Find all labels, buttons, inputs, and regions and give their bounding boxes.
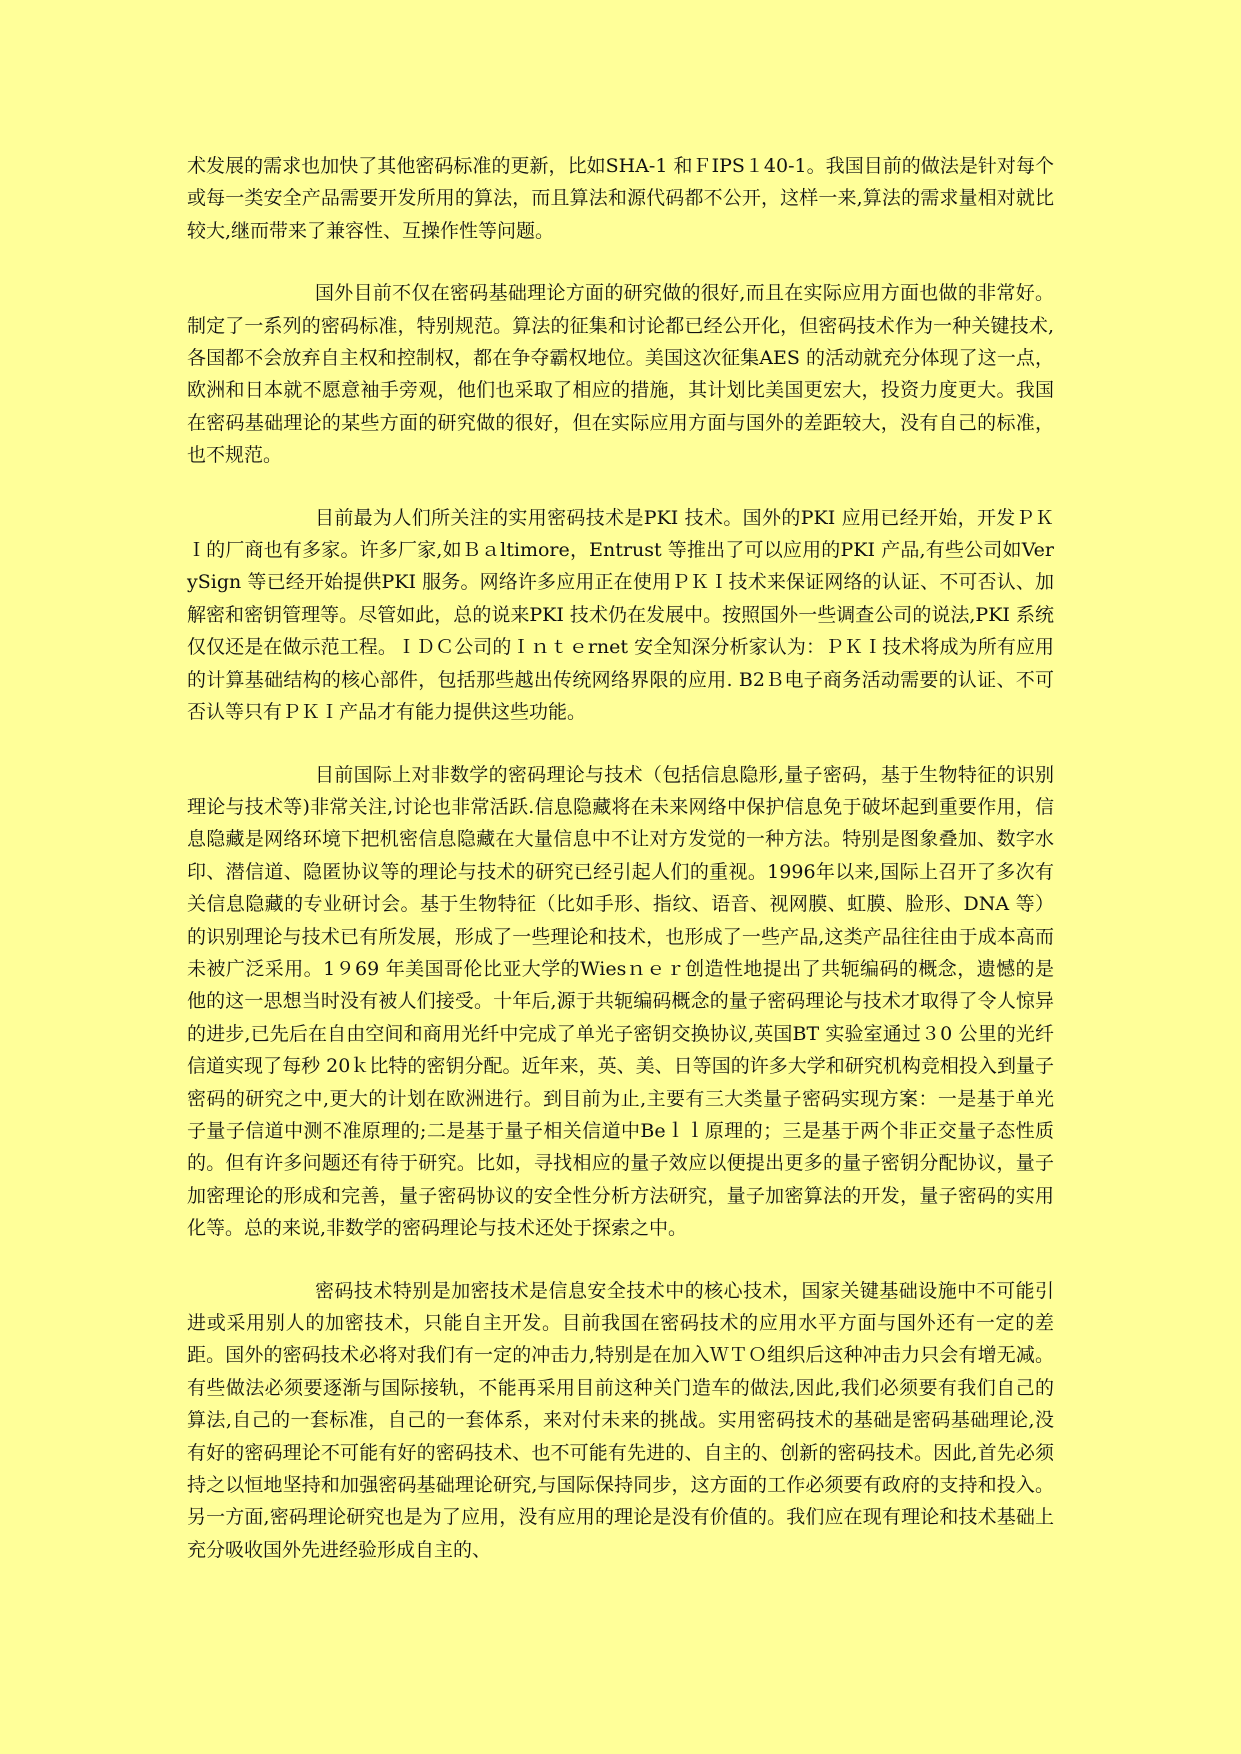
document-body [187, 150, 1054, 1566]
paragraph-standards-update: 术发展的需求也加快了其他密码标准的更新，比如SHA-1 和ＦIPS１40-1。我国目前的做法是针对每个或每一类安全产品需要开发所用的算法，而且算法和源代码都不公开，这样一来,算法的需求量相对就比较大,继而带来了兼容性、互操作性等问题。 [187, 155, 1054, 242]
paragraph-non-mathematical-cryptography: 目前国际上对非数学的密码理论与技术（包括信息隐形,量子密码，基于生物特征的识别理论与技术等)非常关注,讨论也非常活跃.信息隐藏将在未来网络中保护信息免于破坏起到重要作用，信息隐藏是网络环境下把机密信息隐藏在大量信息中不让对方发觉的一种方法。特别是图象叠加、数字水印、潜信道、隐匿协议等的理论与技术的研究已经引起人们的重视。1996年以来,国际上召开了多次有关信息隐藏的专业研讨会。基于生物特征（比如手形、指纹、语音、视网膜、虹膜、脸形、DNA 等）的识别理论与技术已有所发展，形成了一些理论和技术，也形成了一些产品,这类产品往往由于成本高而未被广泛采用。1９69 年美国哥伦比亚大学的Wiesｎｅｒ创造性地提出了共轭编码的概念，遗憾的是他的这一思想当时没有被人们接受。十年后,源于共轭编码概念的量子密码理论与技术才取得了令人惊异的进步,已先后在自由空间和商用光纤中完成了单光子密钥交换协议,英国BT 实验室通过３0 公里的光纤信道实现了每秒 20ｋ比特的密钥分配。近年来，英、美、日等国的许多大学和研究机构竞相投入到量子密码的研究之中,更大的计划在欧洲进行。到目前为止,主要有三大类量子密码实现方案：一是基于单光子量子信道中测不准原理的;二是基于量子相关信道中Beｌｌ原理的；三是基于两个非正交量子态性质的。但有许多问题还有待于研究。比如，寻找相应的量子效应以便提出更多的量子密钥分配协议，量子加密理论的形成和完善，量子密码协议的安全性分析方法研究，量子加密算法的开发，量子密码的实用化等。总的来说,非数学的密码理论与技术还处于探索之中。 [187, 763, 1054, 1240]
paragraph-gap [187, 1245, 1054, 1275]
paragraph-gap [187, 729, 1054, 759]
paragraph-foreign-comparison: 国外目前不仅在密码基础理论方面的研究做的很好,而且在实际应用方面也做的非常好。制定了一系列的密码标准，特别规范。算法的征集和讨论都已经公开化，但密码技术作为一种关键技术,各国都不会放弃自主权和控制权，都在争夺霸权地位。美国这次征集AES 的活动就充分体现了这一点，欧洲和日本就不愿意袖手旁观，他们也采取了相应的措施，其计划比美国更宏大，投资力度更大。我国在密码基础理论的某些方面的研究做的很好，但在实际应用方面与国外的差距较大，没有自己的标准，也不规范。 [187, 282, 1054, 467]
paragraph-encryption-core-technology: 密码技术特别是加密技术是信息安全技术中的核心技术，国家关键基础设施中不可能引进或采用别人的加密技术，只能自主开发。目前我国在密码技术的应用水平方面与国外还有一定的差距。国外的密码技术必将对我们有一定的冲击力,特别是在加入ＷＴＯ组织后这种冲击力只会有增无减。有些做法必须要逐渐与国际接轨，不能再采用目前这种关门造车的做法,因此,我们必须要有我们自己的算法,自己的一套标准，自己的一套体系，来对付未来的挑战。实用密码技术的基础是密码基础理论,没有好的密码理论不可能有好的密码技术、也不可能有先进的、自主的、创新的密码技术。因此,首先必须持之以恒地坚持和加强密码基础理论研究,与国际保持同步，这方面的工作必须要有政府的支持和投入。另一方面,密码理论研究也是为了应用，没有应用的理论是没有价值的。我们应在现有理论和技术基础上充分吸收国外先进经验形成自主的、 [187, 1279, 1054, 1561]
paragraph-gap [187, 472, 1054, 502]
paragraph-gap [187, 247, 1054, 277]
paragraph-pki-technology: 目前最为人们所关注的实用密码技术是PKI 技术。国外的PKI 应用已经开始，开发ＰＫＩ的厂商也有多家。许多厂家,如Ｂａltimore，Entrust 等推出了可以应用的PKI 产品,有些公司如VerySign 等已经开始提供PKI 服务。网络许多应用正在使用ＰＫＩ技术来保证网络的认证、不可否认、加解密和密钥管理等。尽管如此，总的说来PKI 技术仍在发展中。按照国外一些调查公司的说法,PKI 系统仅仅还是在做示范工程。ＩＤＣ公司的Ｉｎｔｅrnet 安全知深分析家认为：ＰＫＩ技术将成为所有应用的计算基础结构的核心部件，包括那些越出传统网络界限的应用. B2Ｂ电子商务活动需要的认证、不可否认等只有ＰＫＩ产品才有能力提供这些功能。 [187, 506, 1054, 724]
